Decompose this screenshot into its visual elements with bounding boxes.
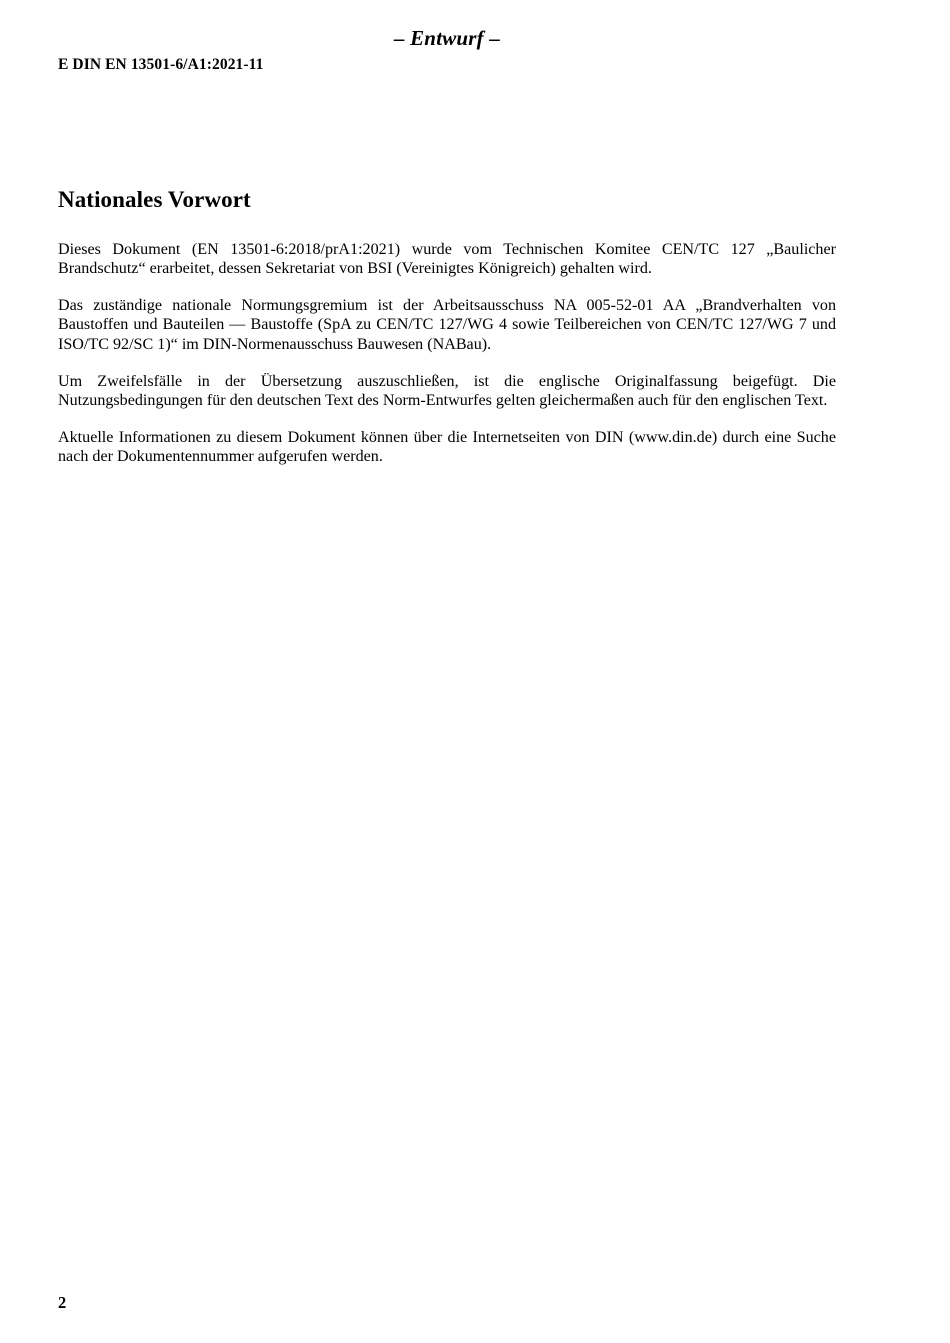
paragraph-3: Um Zweifelsfälle in der Übersetzung auszuschließen, ist die englische Originalfassung beigefügt. Die Nutzungsbedingungen für den deutschen Text des Norm-Entwurfes gelten gleichermaßen auch für den englischen Text. [58,372,836,410]
draft-status-mark: – Entwurf – [393,26,501,50]
page-number: 2 [58,1293,67,1312]
document-body [58,186,836,467]
paragraph-1: Dieses Dokument (EN 13501-6:2018/prA1:2021) wurde vom Technischen Komitee CEN/TC 127 „Baulicher Brandschutz“ erarbeitet, dessen Sekretariat von BSI (Vereinigtes Königreich) gehalten wird. [58,240,836,278]
page-header [58,26,836,76]
paragraph-4: Aktuelle Informationen zu diesem Dokument können über die Internetseiten von DIN (www.din.de) durch eine Suche nach der Dokumentennummer aufgerufen werden. [58,428,836,466]
page-title: Nationales Vorwort [58,187,251,212]
paragraph-2: Das zuständige nationale Normungsgremium ist der Arbeitsausschuss NA 005-52-01 AA „Brandverhalten von Baustoffen und Bauteilen — Baustoffe (SpA zu CEN/TC 127/WG 4 sowie Teilbereichen von CEN/TC 127/WG 7 und ISO/TC 92/SC 1)“ im DIN-Normenausschuss Bauwesen (NABau). [58,296,836,353]
document-number: E DIN EN 13501-6/A1:2021-11 [58,56,264,73]
